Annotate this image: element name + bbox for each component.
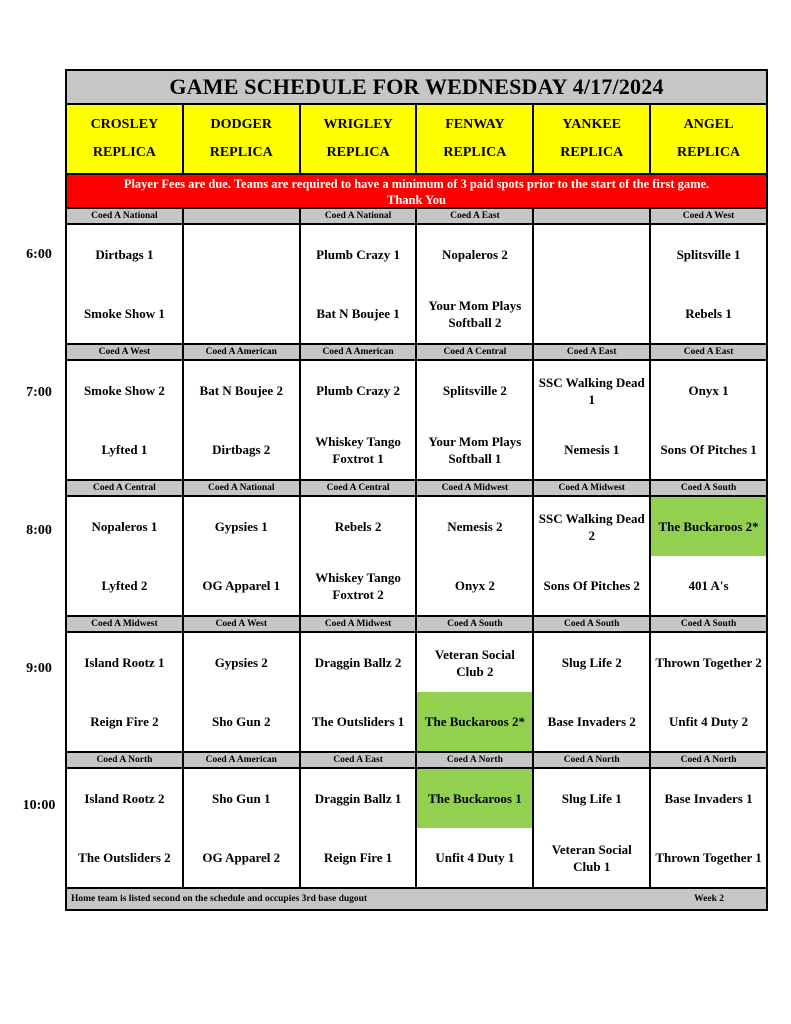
home-team: Reign Fire 1 xyxy=(323,850,393,865)
game-cell xyxy=(184,769,301,887)
game-cell xyxy=(651,497,766,615)
time-slots xyxy=(67,209,766,889)
game-cell xyxy=(301,497,418,615)
home-team: Whiskey Tango Foxtrot 2 xyxy=(315,569,401,602)
visiting-team: Veteran Social Club 2 xyxy=(434,646,515,679)
game-cell xyxy=(67,225,184,343)
field-name: DODGER xyxy=(210,117,272,132)
visiting-team: Sho Gun 1 xyxy=(211,791,271,806)
home-team: Smoke Show 1 xyxy=(83,306,165,321)
visiting-team: The Buckaroos 2* xyxy=(651,497,766,556)
division-label: Coed A American xyxy=(184,345,301,359)
division-label: Coed A East xyxy=(683,347,734,357)
division-label: Coed A North xyxy=(534,753,651,767)
visiting-team: Thrown Together 2 xyxy=(655,655,762,670)
home-team: Rebels 1 xyxy=(685,306,732,321)
visiting-team: Nemesis 2 xyxy=(447,519,503,534)
game-cell xyxy=(67,633,184,751)
game-cell xyxy=(534,497,651,615)
division-label: Coed A Central xyxy=(417,345,534,359)
home-team: The Outsliders 2 xyxy=(78,850,171,865)
field-name: ANGEL xyxy=(683,117,734,132)
field-sub: REPLICA xyxy=(677,145,741,160)
division-label: Coed A South xyxy=(680,619,737,629)
time-slot-row xyxy=(67,769,766,889)
home-team: OG Apparel 2 xyxy=(202,850,281,865)
field-name: FENWAY xyxy=(445,117,505,132)
visiting-team: Plumb Crazy 1 xyxy=(316,247,400,262)
visiting-team: Island Rootz 2 xyxy=(84,791,165,806)
division-label: Coed A North xyxy=(417,753,534,767)
visiting-team: Slug Life 2 xyxy=(561,655,622,670)
visiting-team: Rebels 2 xyxy=(334,519,382,534)
home-team: Sho Gun 2 xyxy=(211,714,271,729)
game-cell xyxy=(651,225,766,343)
visiting-team: Gypsies 1 xyxy=(214,519,268,534)
division-label: Coed A American xyxy=(301,345,418,359)
division-label: Coed A Midwest xyxy=(301,617,418,631)
home-team: OG Apparel 1 xyxy=(202,578,281,593)
visiting-team: Splitsville 1 xyxy=(676,247,741,262)
division-label: Coed A West xyxy=(184,617,301,631)
fee-notice xyxy=(67,175,766,209)
game-cell xyxy=(417,633,534,751)
fee-notice-line: Player Fees are due. Teams are required to have a minimum of 3 paid spots prior to the start of the first game. xyxy=(123,177,710,191)
time-slot-row xyxy=(67,225,766,345)
home-team: The Buckaroos 2* xyxy=(417,692,532,751)
home-team: 401 A's xyxy=(688,578,729,593)
field-header-row xyxy=(67,105,766,175)
visiting-team: The Buckaroos 1 xyxy=(417,769,532,828)
home-team: Unfit 4 Duty 1 xyxy=(435,850,515,865)
division-label: Coed A West xyxy=(682,211,735,221)
visiting-team: Base Invaders 1 xyxy=(664,791,753,806)
division-label: Coed A American xyxy=(184,753,301,767)
visiting-team: Island Rootz 1 xyxy=(84,655,165,670)
home-team: Sons Of Pitches 2 xyxy=(543,578,640,593)
time-label: 10:00 xyxy=(22,798,56,813)
division-label: Coed A Central xyxy=(301,481,418,495)
division-label: Coed A Central xyxy=(67,481,184,495)
division-label: Coed A Midwest xyxy=(67,617,184,631)
visiting-team: Draggin Ballz 1 xyxy=(314,791,402,806)
game-cell xyxy=(67,769,184,887)
field-yankee xyxy=(534,105,651,173)
division-label: Coed A National xyxy=(67,209,184,223)
division-label: Coed A North xyxy=(67,753,184,767)
home-team: Your Mom Plays Softball 2 xyxy=(428,297,522,330)
visiting-team: Gypsies 2 xyxy=(214,655,268,670)
home-team: Whiskey Tango Foxtrot 1 xyxy=(315,433,401,466)
field-sub: REPLICA xyxy=(560,145,624,160)
visiting-team: Smoke Show 2 xyxy=(83,383,165,398)
game-cell xyxy=(417,361,534,479)
field-dodger xyxy=(184,105,301,173)
visiting-team: Draggin Ballz 2 xyxy=(314,655,402,670)
field-sub: REPLICA xyxy=(443,145,507,160)
division-label: Coed A National xyxy=(184,481,301,495)
game-cell xyxy=(184,633,301,751)
home-team: Dirtbags 2 xyxy=(212,442,271,457)
division-row xyxy=(67,481,766,497)
time-label: 7:00 xyxy=(26,385,52,400)
division-label xyxy=(534,209,651,223)
field-fenway xyxy=(417,105,534,173)
schedule-title: GAME SCHEDULE FOR WEDNESDAY 4/17/2024 xyxy=(67,71,766,105)
field-name: YANKEE xyxy=(562,117,622,132)
field-sub: REPLICA xyxy=(209,145,273,160)
game-cell xyxy=(301,769,418,887)
visiting-team: Onyx 1 xyxy=(688,383,729,398)
home-team xyxy=(184,284,299,343)
division-row xyxy=(67,345,766,361)
field-sub: REPLICA xyxy=(92,145,156,160)
visiting-team: Slug Life 1 xyxy=(561,791,622,806)
home-team: Base Invaders 2 xyxy=(547,714,636,729)
division-label: Coed A East xyxy=(301,753,418,767)
home-team: Sons Of Pitches 1 xyxy=(660,442,757,457)
time-slot-row xyxy=(67,361,766,481)
home-team: Bat N Boujee 1 xyxy=(316,306,400,321)
visiting-team: Splitsville 2 xyxy=(442,383,507,398)
division-label: Coed A West xyxy=(67,345,184,359)
home-team: Onyx 2 xyxy=(454,578,495,593)
division-label: Coed A National xyxy=(301,209,418,223)
division-row xyxy=(67,753,766,769)
visiting-team: Dirtbags 1 xyxy=(95,247,154,262)
week-label: Week 2 xyxy=(694,894,724,904)
visiting-team xyxy=(184,225,299,284)
home-team: Reign Fire 2 xyxy=(90,714,159,729)
visiting-team: Nopaleros 1 xyxy=(91,519,158,534)
schedule-footer xyxy=(67,889,766,909)
game-cell xyxy=(534,633,651,751)
division-label: Coed A Midwest xyxy=(534,481,651,495)
schedule-table xyxy=(65,69,768,911)
game-cell xyxy=(534,361,651,479)
time-label: 8:00 xyxy=(26,523,52,538)
field-sub: REPLICA xyxy=(326,145,390,160)
visiting-team xyxy=(534,225,649,284)
home-team: Veteran Social Club 1 xyxy=(551,841,632,874)
game-cell xyxy=(651,361,766,479)
time-slot-row xyxy=(67,633,766,753)
game-cell xyxy=(417,769,534,887)
game-cell xyxy=(301,225,418,343)
game-cell xyxy=(417,225,534,343)
field-angel xyxy=(651,105,766,173)
game-cell xyxy=(67,361,184,479)
division-label: Coed A East xyxy=(534,345,651,359)
home-team: Unfit 4 Duty 2 xyxy=(669,714,749,729)
game-cell xyxy=(534,769,651,887)
visiting-team: Plumb Crazy 2 xyxy=(316,383,400,398)
division-label: Coed A North xyxy=(680,755,737,765)
home-team-note: Home team is listed second on the schedule and occupies 3rd base dugout xyxy=(71,894,368,904)
division-row xyxy=(67,617,766,633)
division-label: Coed A South xyxy=(680,483,737,493)
game-cell xyxy=(301,361,418,479)
visiting-team: Nopaleros 2 xyxy=(441,247,508,262)
visiting-team: SSC Walking Dead 1 xyxy=(538,374,645,407)
game-cell xyxy=(534,225,651,343)
game-cell xyxy=(417,497,534,615)
game-cell xyxy=(184,361,301,479)
game-cell xyxy=(301,633,418,751)
time-slot-row xyxy=(67,497,766,617)
field-wrigley xyxy=(301,105,418,173)
home-team: Nemesis 1 xyxy=(564,442,620,457)
home-team xyxy=(534,284,649,343)
visiting-team: SSC Walking Dead 2 xyxy=(538,510,645,543)
division-label: Coed A South xyxy=(417,617,534,631)
division-label xyxy=(184,209,301,223)
game-cell xyxy=(184,225,301,343)
home-team: Lyfted 1 xyxy=(101,442,148,457)
division-row xyxy=(67,209,766,225)
visiting-team: Bat N Boujee 2 xyxy=(199,383,283,398)
field-crosley xyxy=(67,105,184,173)
division-label: Coed A Midwest xyxy=(417,481,534,495)
home-team: The Outsliders 1 xyxy=(311,714,405,729)
home-team: Your Mom Plays Softball 1 xyxy=(428,433,522,466)
game-cell xyxy=(67,497,184,615)
field-name: CROSLEY xyxy=(90,117,159,132)
game-cell xyxy=(184,497,301,615)
time-label: 9:00 xyxy=(26,661,52,676)
field-name: WRIGLEY xyxy=(323,117,393,132)
fee-notice-thanks: Thank You xyxy=(387,193,446,207)
division-label: Coed A South xyxy=(534,617,651,631)
home-team: Thrown Together 1 xyxy=(655,850,762,865)
game-cell xyxy=(651,633,766,751)
game-cell xyxy=(651,769,766,887)
home-team: Lyfted 2 xyxy=(101,578,148,593)
time-label: 6:00 xyxy=(26,247,52,262)
division-label: Coed A East xyxy=(417,209,534,223)
